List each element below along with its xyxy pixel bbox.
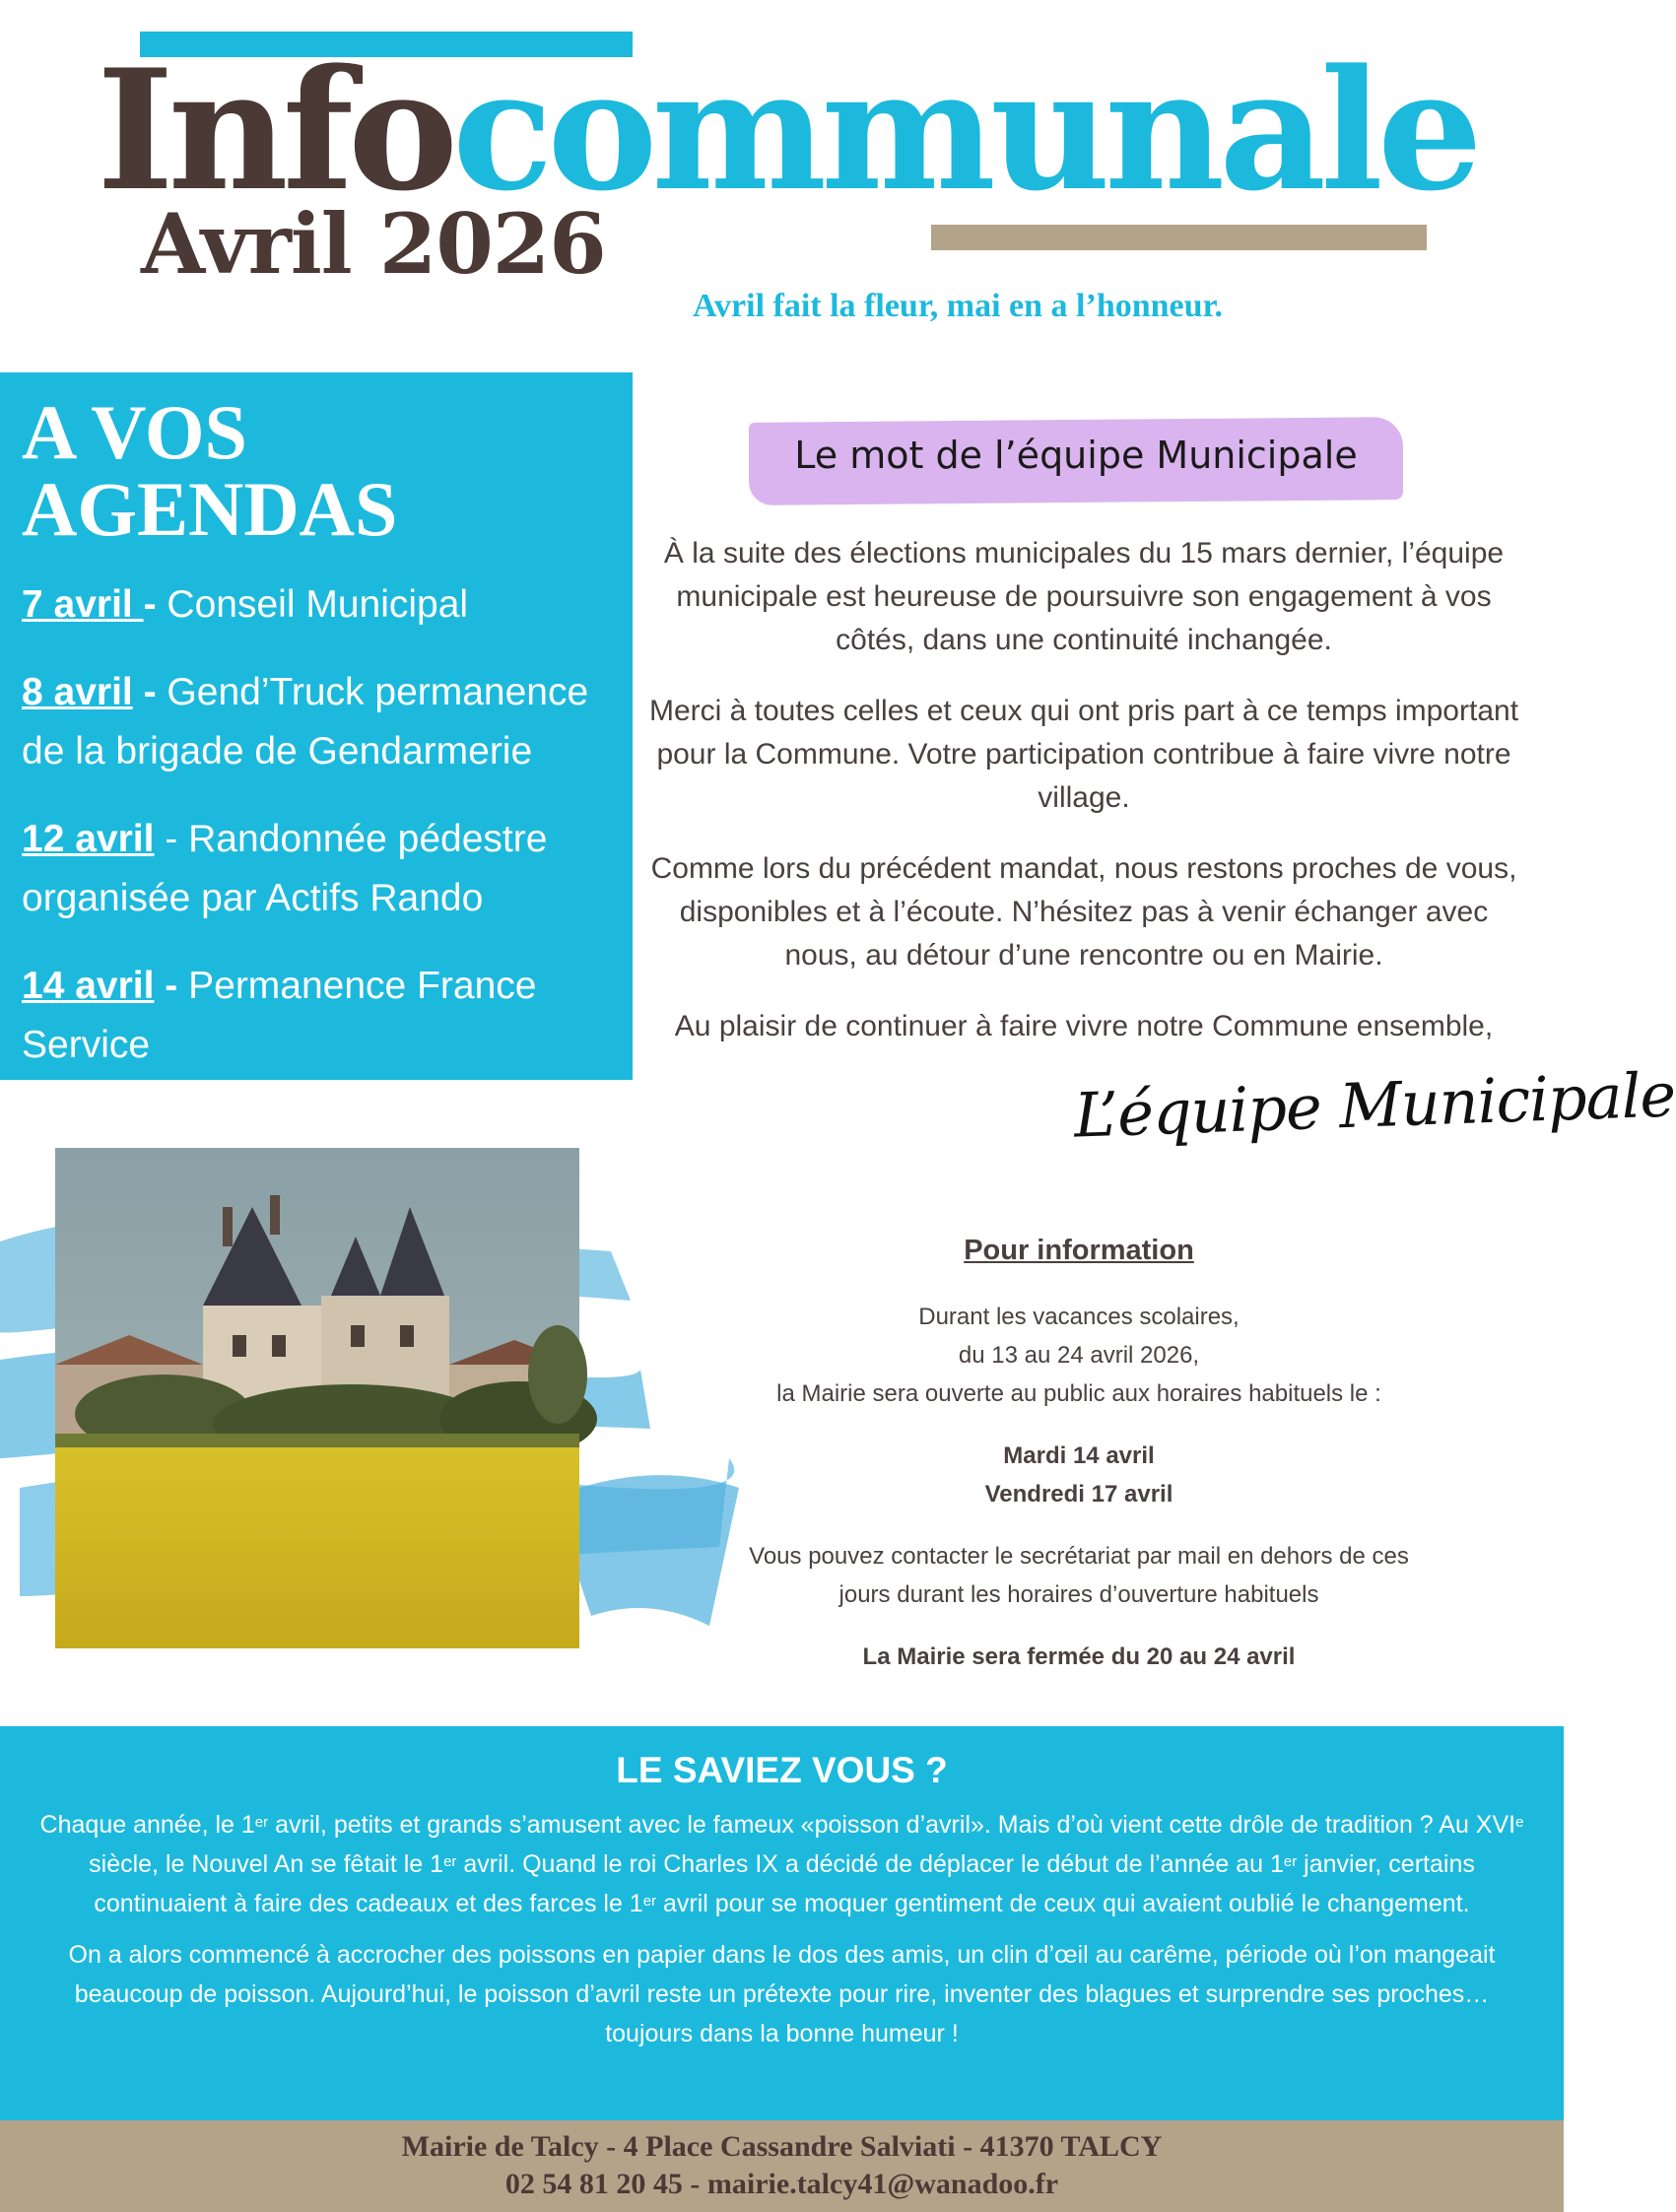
agenda-date: 8 avril xyxy=(22,671,133,713)
open-day: Mardi 14 avril xyxy=(1003,1442,1155,1469)
superscript: er xyxy=(254,1814,269,1831)
text-run: avril pour se moquer gentiment de ceux qui avaient oublié le changement. xyxy=(656,1890,1470,1917)
mot-paragraph: Comme lors du précédent mandat, nous restons proches de vous, disponibles et à l’écoute. N’hésitez pas à venir échanger avec nous, au détour d’une rencontre ou en Mairie. xyxy=(650,852,1517,972)
saviez-paragraph: On a alors commencé à accrocher des poissons en papier dans le dos des amis, un clin d’œil au carême, période où l’on mangeait beaucoup de poisson. Aujourd’hui, le poisson d’avril reste un prétexte pour rire, inventer des blagues et surprendre ses proches… toujours dans la bonne humeur ! xyxy=(68,1941,1496,2047)
masthead-communale: communale xyxy=(452,33,1477,228)
text-run: avril, petits et grands s’amusent avec le fameux «poisson d’avril». Mais d’où vient cette drôle de tradition ? Au XVI xyxy=(268,1811,1516,1839)
agenda-date: 14 avril xyxy=(22,965,155,1007)
agenda-date: 7 avril xyxy=(22,583,144,626)
saviez-section xyxy=(0,1726,1564,2120)
info-section xyxy=(690,1232,1468,1676)
text-run: janvier, certains continuaient à faire des cadeaux et des farces le 1 xyxy=(94,1850,1475,1917)
village-photo xyxy=(55,1148,579,1648)
agenda-text: Permanence France Service xyxy=(22,965,537,1066)
footer-contact: 02 54 81 20 45 - mairie.talcy41@wanadoo.fr xyxy=(504,2168,1059,2200)
mot-paragraph: Au plaisir de continuer à faire vivre notre Commune ensemble, xyxy=(674,1010,1494,1042)
agenda-date: 12 avril xyxy=(22,818,155,860)
superscript: er xyxy=(1283,1853,1298,1870)
info-title: Pour information xyxy=(964,1235,1194,1266)
edition-date: Avril 2026 xyxy=(141,195,606,293)
text-run: Chaque année, le 1 xyxy=(39,1811,255,1839)
agenda-item xyxy=(22,575,611,635)
footer xyxy=(0,2120,1564,2212)
agenda-separator: - xyxy=(154,818,178,860)
agenda-text: Gend’Truck permanence de la brigade de Gendarmerie xyxy=(22,671,589,772)
info-line: Vous pouvez contacter le secrétariat par mail en dehors de ces xyxy=(749,1543,1409,1570)
agenda-panel xyxy=(0,372,633,1080)
saviez-title: LE SAVIEZ VOUS ? xyxy=(616,1750,948,1790)
text-run: siècle, le Nouvel An se fêtait le 1 xyxy=(89,1850,444,1878)
mot-paragraph: Merci à toutes celles et ceux qui ont pris part à ce temps important pour la Commune. Votre participation contribue à faire vivre notre village. xyxy=(648,695,1519,814)
castle-image xyxy=(55,1148,579,1648)
agenda-separator: - xyxy=(132,671,157,713)
superscript: er xyxy=(642,1893,657,1910)
text-run: avril. Quand le roi Charles IX a décidé de déplacer le début de l’année au 1 xyxy=(456,1850,1284,1878)
agenda-item xyxy=(22,957,611,1075)
agenda-text: Conseil Municipal xyxy=(156,583,469,626)
signature: L’équipe Municipale xyxy=(1072,1058,1676,1152)
info-line: la Mairie sera ouverte au public aux horaires habituels le : xyxy=(776,1380,1381,1407)
agenda-item xyxy=(22,663,611,781)
superscript: er xyxy=(443,1853,457,1870)
closure-notice: La Mairie sera fermée du 20 au 24 avril xyxy=(862,1643,1296,1670)
masthead-title xyxy=(97,33,1477,228)
header-taupe-bar xyxy=(931,225,1427,250)
superscript: e xyxy=(1515,1814,1524,1831)
agenda-item xyxy=(22,810,611,928)
agenda-separator: - xyxy=(143,583,157,626)
info-line: du 13 au 24 avril 2026, xyxy=(958,1342,1200,1369)
mot-title: Le mot de l’équipe Municipale xyxy=(794,434,1358,477)
mot-body xyxy=(640,532,1527,1076)
agenda-text: Randonnée pédestre organisée par Actifs Rando xyxy=(22,818,548,919)
footer-address: Mairie de Talcy - 4 Place Cassandre Salviati - 41370 TALCY xyxy=(401,2130,1163,2163)
agenda-separator: - xyxy=(154,965,178,1007)
saviez-paragraph xyxy=(29,1805,1536,1923)
open-day: Vendredi 17 avril xyxy=(984,1481,1173,1508)
masthead-info: Info xyxy=(97,33,453,228)
mot-paragraph: À la suite des élections municipales du 15 mars dernier, l’équipe municipale est heureuse de poursuivre son engagement à vos côtés, dans une continuité inchangée. xyxy=(663,537,1505,656)
proverb: Avril fait la fleur, mai en a l’honneur. xyxy=(693,288,1224,324)
info-line: jours durant les horaires d’ouverture habituels xyxy=(838,1581,1319,1608)
info-line: Durant les vacances scolaires, xyxy=(918,1304,1240,1330)
agenda-title: A VOS AGENDAS xyxy=(22,389,398,552)
